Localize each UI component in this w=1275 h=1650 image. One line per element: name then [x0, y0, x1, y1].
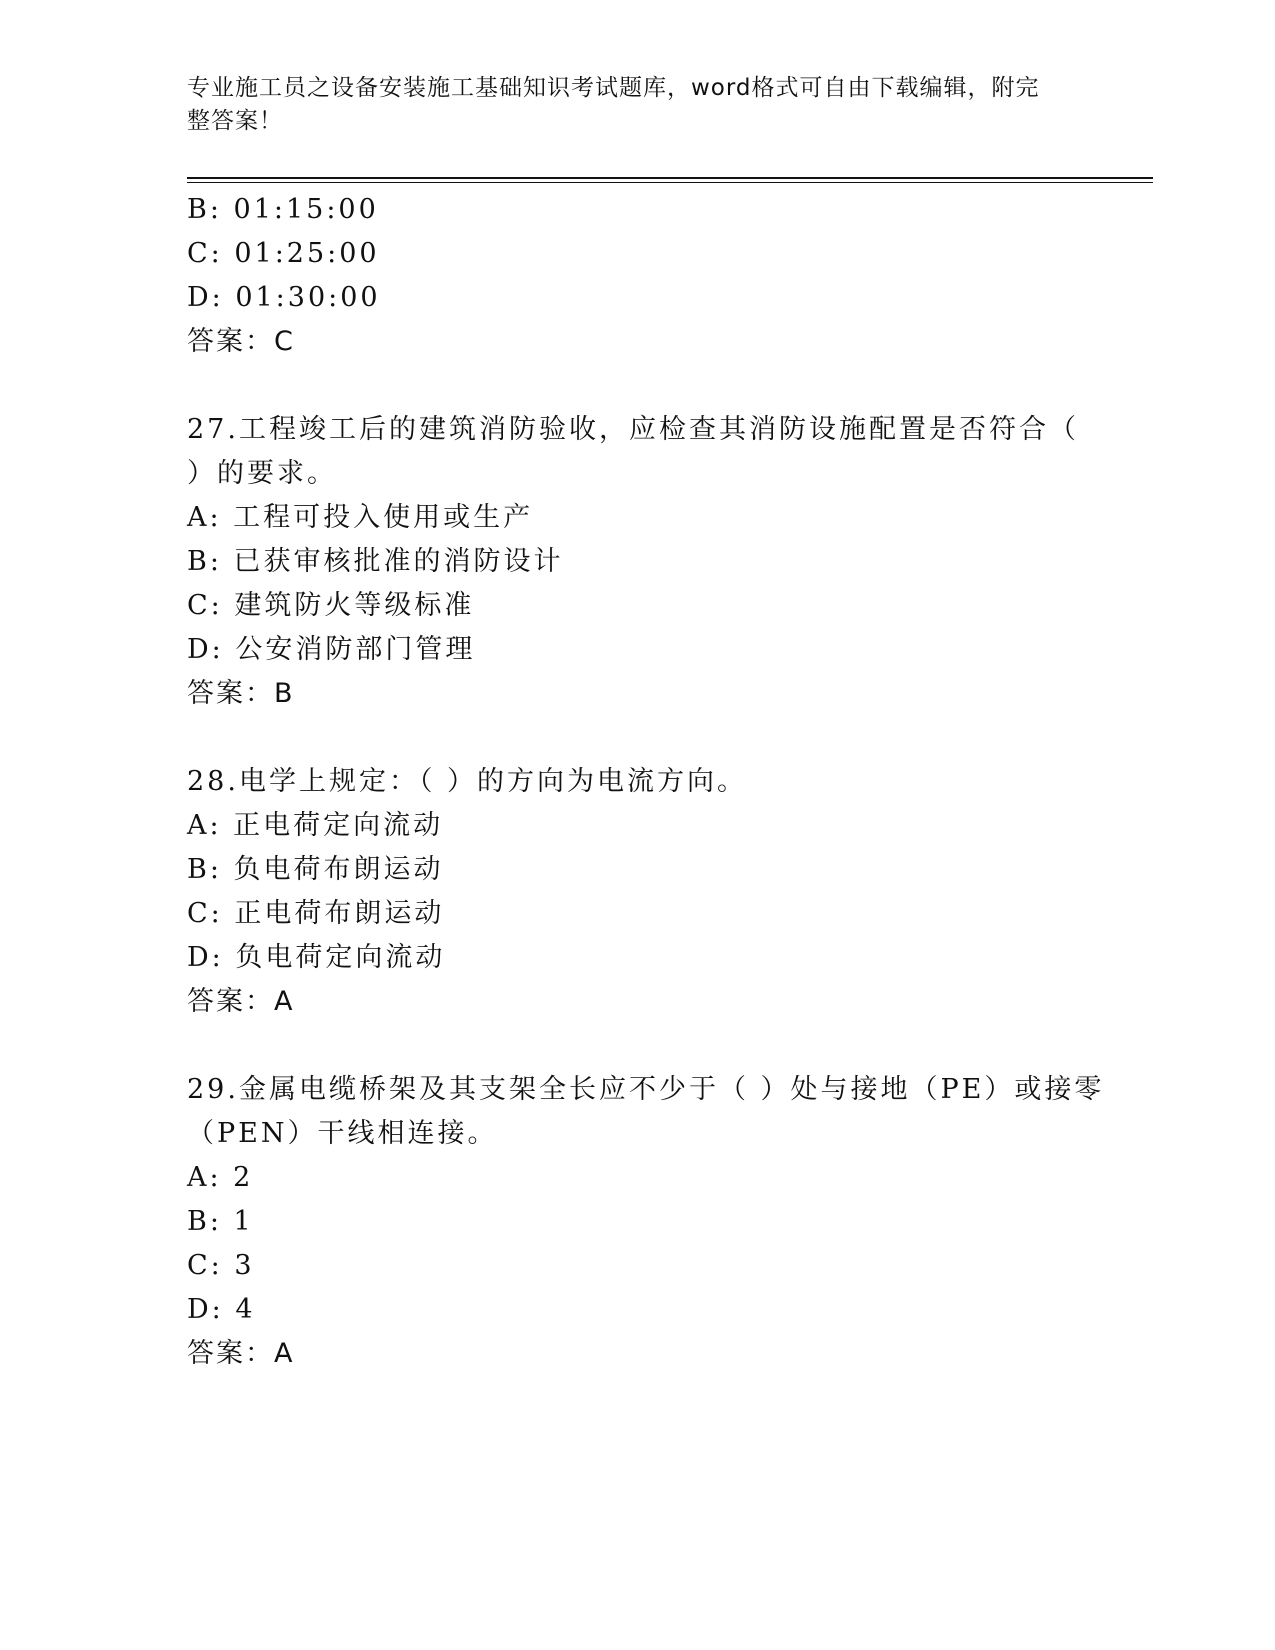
q29-stem-line-2: （PEN）干线相连接。	[187, 1118, 498, 1149]
q26-answer: 答案：C	[187, 326, 295, 357]
q27-option-b: B: 已获审核批准的消防设计	[187, 546, 564, 577]
header-divider-thick	[187, 177, 1153, 179]
header-line-1: 专业施工员之设备安装施工基础知识考试题库，word格式可自由下载编辑，附完	[187, 75, 1040, 101]
q29-option-c: C: 3	[187, 1250, 255, 1281]
q26-option-b: B: 01:15:00	[187, 194, 379, 225]
q26-option-d: D: 01:30:00	[187, 282, 381, 313]
q28-option-c: C: 正电荷布朗运动	[187, 898, 445, 929]
q27-stem-line-1: 27.工程竣工后的建筑消防验收，应检查其消防设施配置是否符合（	[187, 414, 1079, 445]
q28-option-a: A: 正电荷定向流动	[187, 810, 444, 841]
q27-stem-line-2: ）的要求。	[187, 458, 337, 489]
document-header	[187, 72, 1067, 138]
q29-option-d: D: 4	[187, 1294, 256, 1325]
q26-option-c: C: 01:25:00	[187, 238, 380, 269]
q29-answer: 答案：A	[187, 1338, 295, 1369]
q29-stem-line-1: 29.金属电缆桥架及其支架全长应不少于（ ）处与接地（PE）或接零	[187, 1074, 1105, 1105]
q29-option-a: A: 2	[187, 1162, 254, 1193]
q27-option-c: C: 建筑防火等级标准	[187, 590, 475, 621]
header-divider-thin	[187, 182, 1153, 183]
header-line-2: 整答案！	[187, 108, 283, 134]
q28-stem-line-1: 28.电学上规定：（ ）的方向为电流方向。	[187, 766, 748, 797]
q28-option-b: B: 负电荷布朗运动	[187, 854, 444, 885]
q28-option-d: D: 负电荷定向流动	[187, 942, 446, 973]
q27-option-a: A: 工程可投入使用或生产	[187, 502, 534, 533]
q27-answer: 答案：B	[187, 678, 295, 709]
q28-answer: 答案：A	[187, 986, 295, 1017]
q29-option-b: B: 1	[187, 1206, 254, 1237]
q27-option-d: D: 公安消防部门管理	[187, 634, 476, 665]
